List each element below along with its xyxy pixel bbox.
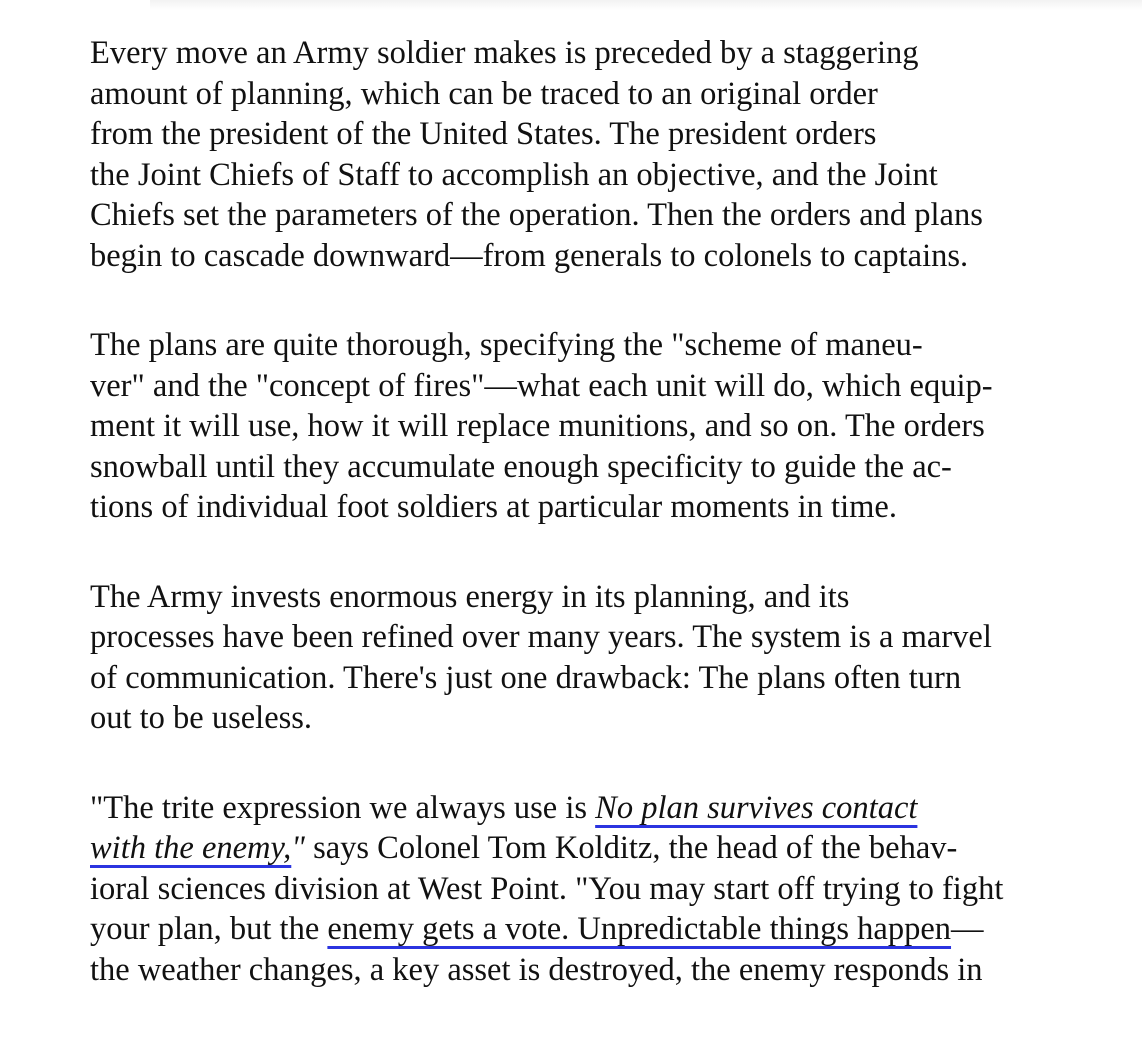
text-line: amount of planning, which can be traced to an original order bbox=[90, 75, 878, 112]
text-line: Every move an Army soldier makes is preceded by a staggering bbox=[90, 35, 919, 71]
text-line: of communication. There's just one drawback: The plans often turn bbox=[90, 659, 962, 696]
text-line: tions of individual foot soldiers at particular moments in time. bbox=[90, 489, 897, 525]
text-line: ver" and the "concept of fires"—what each unit will do, which equip- bbox=[90, 367, 993, 404]
highlighted-quote[interactable]: with the enemy, bbox=[90, 830, 292, 866]
text-line bbox=[90, 909, 1100, 950]
text-line: the weather changes, a key asset is destroyed, the enemy responds in bbox=[90, 951, 983, 988]
text-line: processes have been refined over many years. The system is a marvel bbox=[90, 619, 992, 655]
text-line: The Army invests enormous energy in its planning, and its bbox=[90, 578, 850, 615]
text-line: ioral sciences division at West Point. "You may start off trying to fight bbox=[90, 870, 1004, 907]
highlighted-quote[interactable]: No plan survives contact bbox=[595, 789, 918, 826]
text-line bbox=[90, 788, 1100, 829]
text-segment: "The trite expression we always use is bbox=[90, 789, 596, 826]
text-line: begin to cascade downward—from generals to colonels to captains. bbox=[90, 237, 969, 274]
text-line: The plans are quite thorough, specifying the "scheme of maneu- bbox=[90, 327, 923, 363]
text-segment: your plan, but the bbox=[90, 911, 328, 947]
paragraph-1 bbox=[90, 33, 1100, 276]
text-line: Chiefs set the parameters of the operation. Then the orders and plans bbox=[90, 197, 983, 233]
text-line: snowball until they accumulate enough specificity to guide the ac- bbox=[90, 448, 952, 485]
text-line: from the president of the United States. The president orders bbox=[90, 116, 877, 152]
text-line bbox=[90, 828, 1100, 869]
text-line: ment it will use, how it will replace munitions, and so on. The orders bbox=[90, 408, 985, 444]
text-segment: — bbox=[951, 911, 984, 947]
text-line: out to be useless. bbox=[90, 700, 313, 736]
text-line: the Joint Chiefs of Staff to accomplish an objective, and the Joint bbox=[90, 156, 938, 193]
paragraph-3 bbox=[90, 577, 1100, 739]
highlighted-text[interactable]: enemy gets a vote. Unpredictable things happen bbox=[327, 911, 952, 947]
text-segment: says Colonel Tom Kolditz, the head of the behav- bbox=[304, 830, 958, 866]
closing-quote-mark: " bbox=[291, 830, 305, 866]
paragraph-2 bbox=[90, 325, 1100, 528]
document-page bbox=[90, 33, 1100, 1039]
top-edge-shadow bbox=[150, 0, 1142, 10]
paragraph-4 bbox=[90, 788, 1100, 991]
